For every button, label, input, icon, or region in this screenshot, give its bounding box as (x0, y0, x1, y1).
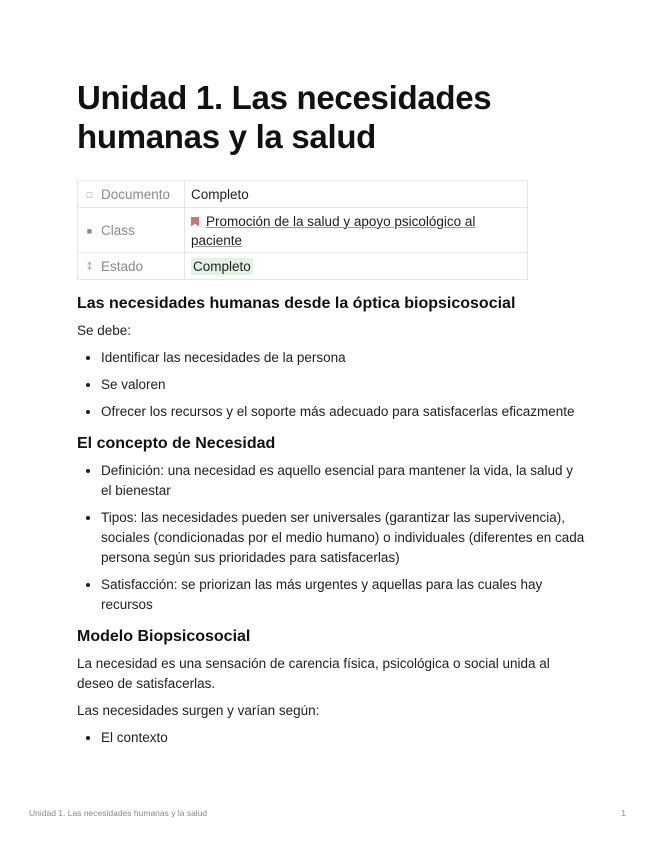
class-link[interactable]: Promoción de la salud y apoyo psicológico al paciente (191, 213, 476, 248)
property-row-class (78, 208, 528, 253)
footer-title: Unidad 1. Las necesidades humanas y la salud (29, 808, 208, 818)
paragraph: Las necesidades surgen y varían según: (77, 703, 320, 718)
list-item: • Definición: una necesidad es aquello esencial para mantener la vida, la salud y el bienestar (101, 461, 587, 501)
property-row-documento (78, 181, 528, 208)
property-key: ⁑ Estado (78, 253, 185, 280)
list-item: • Tipos: las necesidades pueden ser universales (garantizar las supervivencia), sociales (condicionadas por el medio humano) o individuales (diferentes en cada persona según sus prioridades para satisfacerlas) (101, 508, 587, 568)
paragraph: La necesidad es una sensación de carencia física, psicológica o social unida al deseo de satisfacerlas. (77, 656, 550, 691)
section-heading: El concepto de Necesidad (77, 435, 276, 452)
book-icon: ■ (86, 225, 93, 236)
status-icon: ⁑ (87, 261, 92, 272)
list-item: • Se valoren (101, 375, 587, 395)
section-heading: Las necesidades humanas desde la óptica biopsicosocial (77, 295, 516, 312)
bullet-list (77, 461, 587, 615)
bullet-list (77, 728, 587, 748)
document-content (77, 293, 587, 748)
property-key: ■ Class (78, 208, 185, 253)
property-value (185, 208, 528, 253)
bullet-list (77, 348, 587, 422)
property-row-estado (78, 253, 528, 280)
property-key: □ Documento (78, 181, 185, 208)
page-title: Unidad 1. Las necesidades humanas y la salud (77, 79, 492, 155)
document-icon: □ (86, 189, 93, 200)
section-heading: Modelo Biopsicosocial (77, 628, 251, 645)
list-item: • Satisfacción: se priorizan las más urgentes y aquellas para las cuales hay recursos (101, 575, 587, 615)
properties-table (77, 180, 528, 280)
status-badge: Completo (193, 258, 251, 274)
paragraph: Se debe: (77, 323, 132, 338)
list-item: • Identificar las necesidades de la persona (101, 348, 587, 368)
property-value: Completo (185, 181, 528, 208)
property-value (185, 253, 528, 280)
bookmark-icon (191, 217, 199, 227)
list-item: • Ofrecer los recursos y el soporte más adecuado para satisfacerlas eficazmente (101, 402, 587, 422)
list-item: • El contexto (101, 728, 587, 748)
page-number: 1 (621, 808, 626, 818)
